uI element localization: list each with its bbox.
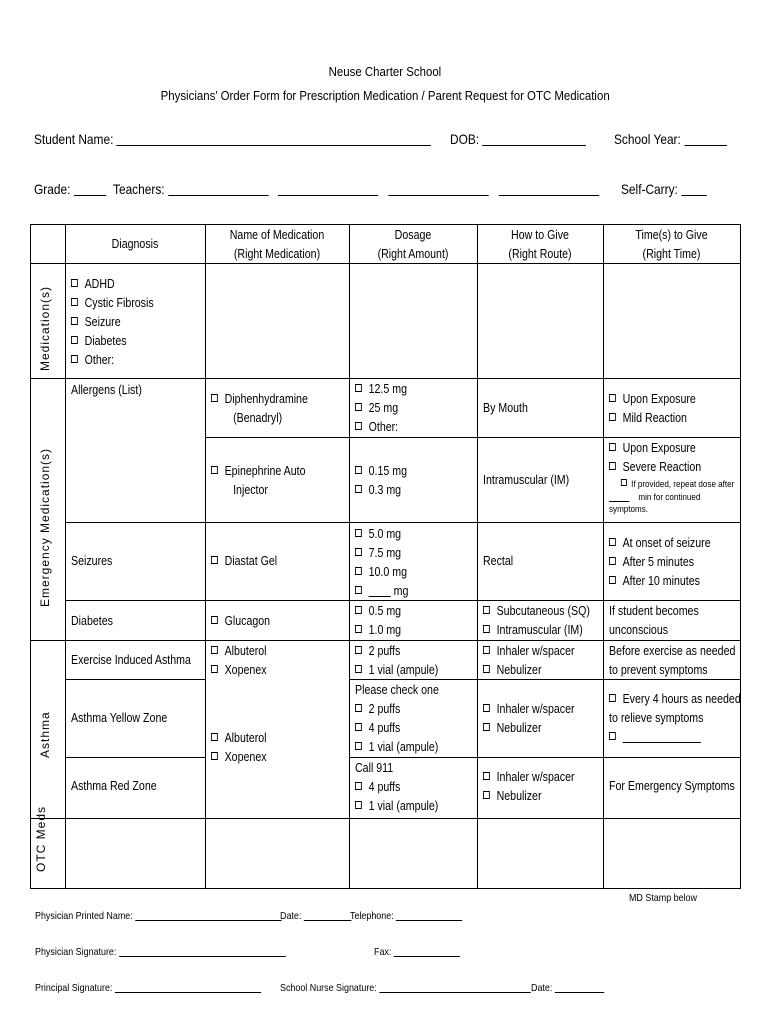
self-carry-label: Self-Carry: bbox=[621, 181, 678, 197]
time-10-min[interactable]: After 10 minutes bbox=[609, 572, 711, 591]
diabetes-diagnosis: Diabetes bbox=[71, 614, 113, 628]
date-field[interactable]: Date: bbox=[280, 908, 351, 922]
repeat-dose-checkbox[interactable]: If provided, repeat dose after bbox=[609, 479, 734, 491]
glucagon-med[interactable]: Glucagon bbox=[211, 612, 270, 631]
nurse-signature-field[interactable]: School Nurse Signature: bbox=[280, 980, 531, 994]
dosage-0-15[interactable]: 0.15 mg bbox=[355, 462, 407, 481]
school-year-field[interactable] bbox=[614, 131, 727, 147]
epinephrine-note: If provided, repeat dose after min for continued symptoms. bbox=[609, 479, 735, 515]
diabetes-dosage bbox=[355, 602, 401, 640]
dosage-other[interactable]: Other: bbox=[355, 418, 407, 437]
diphenhydramine-dosage bbox=[355, 380, 407, 437]
section-asthma: Asthma bbox=[38, 711, 52, 758]
yellow-zone-time: Every 4 hours as needed to relieve symptoms bbox=[609, 690, 741, 747]
physician-signature-field[interactable]: Physician Signature: bbox=[35, 944, 285, 958]
med-xopenex-2[interactable]: Xopenex bbox=[211, 748, 267, 767]
red-zone-diagnosis: Asthma Red Zone bbox=[71, 779, 157, 793]
epinephrine-med[interactable]: Epinephrine Auto Injector bbox=[211, 462, 306, 500]
time-onset[interactable]: At onset of seizure bbox=[609, 534, 711, 553]
dosage-0-3[interactable]: 0.3 mg bbox=[355, 481, 407, 500]
route-nebulizer-yz[interactable]: Nebulizer bbox=[483, 719, 575, 738]
student-name-label: Student Name: bbox=[34, 131, 114, 147]
time-severe-reaction[interactable]: Severe Reaction bbox=[609, 458, 701, 477]
col-time: Time(s) to Give (Right Time) bbox=[635, 228, 708, 261]
med-albuterol[interactable]: Albuterol bbox=[211, 642, 267, 661]
med-albuterol-2[interactable]: Albuterol bbox=[211, 729, 267, 748]
dosage-0-5[interactable]: 0.5 mg bbox=[355, 602, 401, 621]
exercise-asthma-time: Before exercise as needed to prevent symptoms bbox=[609, 644, 736, 677]
medications-diagnosis-list bbox=[71, 275, 154, 370]
date2-field[interactable]: Date: bbox=[531, 980, 604, 994]
form-title: Physicians’ Order Form for Prescription Medication / Parent Request for OTC Medication bbox=[160, 88, 610, 103]
dosage-1-vial-yz[interactable]: 1 vial (ampule) bbox=[355, 738, 439, 757]
dosage-2-puffs-yz[interactable]: 2 puffs bbox=[355, 700, 439, 719]
md-stamp-note: MD Stamp below bbox=[629, 892, 697, 904]
dosage-2-puffs[interactable]: 2 puffs bbox=[355, 642, 438, 661]
yellow-zone-dosage: Please check one 2 puffs 4 puffs 1 vial (ampule) bbox=[355, 681, 439, 757]
time-mild-reaction[interactable]: Mild Reaction bbox=[609, 409, 696, 428]
epinephrine-time bbox=[609, 439, 701, 477]
route-nebulizer-rz[interactable]: Nebulizer bbox=[483, 787, 575, 806]
checkbox-cystic-fibrosis[interactable]: Cystic Fibrosis bbox=[71, 294, 154, 313]
exercise-asthma-dosage bbox=[355, 642, 438, 680]
dosage-10-0[interactable]: 10.0 mg bbox=[355, 563, 408, 582]
dosage-12-5[interactable]: 12.5 mg bbox=[355, 380, 407, 399]
dosage-7-5[interactable]: 7.5 mg bbox=[355, 544, 408, 563]
school-year-label: School Year: bbox=[614, 131, 681, 147]
med-xopenex[interactable]: Xopenex bbox=[211, 661, 267, 680]
teachers-label: Teachers: bbox=[113, 181, 165, 197]
physician-name-field[interactable]: Physician Printed Name: bbox=[35, 908, 281, 922]
time-5-min[interactable]: After 5 minutes bbox=[609, 553, 711, 572]
red-zone-dosage: Call 911 4 puffs 1 vial (ampule) bbox=[355, 759, 438, 816]
dob-field[interactable] bbox=[450, 131, 586, 147]
checkbox-diabetes[interactable]: Diabetes bbox=[71, 332, 154, 351]
asthma-shared-med bbox=[211, 729, 267, 767]
grade-label: Grade: bbox=[34, 181, 71, 197]
seizures-time bbox=[609, 534, 711, 591]
teachers-field[interactable] bbox=[113, 181, 599, 197]
time-custom[interactable] bbox=[609, 728, 741, 747]
section-emergency: Emergency Medication(s) bbox=[38, 447, 52, 607]
dosage-1-vial[interactable]: 1 vial (ampule) bbox=[355, 661, 438, 680]
red-zone-route bbox=[483, 768, 575, 806]
seizures-route: Rectal bbox=[483, 554, 514, 568]
col-diagnosis: Diagnosis bbox=[111, 237, 159, 251]
allergens-diagnosis: Allergens (List) bbox=[71, 383, 142, 397]
school-name: Neuse Charter School bbox=[328, 64, 442, 79]
exercise-asthma-route bbox=[483, 642, 575, 680]
exercise-asthma-diagnosis: Exercise Induced Asthma bbox=[71, 653, 191, 667]
epinephrine-route: Intramuscular (IM) bbox=[483, 473, 570, 487]
diphenhydramine-med[interactable]: Diphenhydramine (Benadryl) bbox=[211, 390, 308, 428]
route-sq[interactable]: Subcutaneous (SQ) bbox=[483, 602, 590, 621]
grade-field[interactable] bbox=[34, 181, 106, 197]
dosage-1-0[interactable]: 1.0 mg bbox=[355, 621, 401, 640]
time-upon-exposure[interactable]: Upon Exposure bbox=[609, 390, 696, 409]
col-dosage: Dosage (Right Amount) bbox=[377, 228, 449, 261]
dosage-custom[interactable]: mg bbox=[355, 582, 408, 601]
route-inhaler-yz[interactable]: Inhaler w/spacer bbox=[483, 700, 575, 719]
time-every-4-hours[interactable]: Every 4 hours as needed bbox=[609, 690, 741, 709]
student-name-field[interactable] bbox=[34, 131, 431, 147]
diphenhydramine-route: By Mouth bbox=[483, 401, 528, 415]
checkbox-adhd[interactable]: ADHD bbox=[71, 275, 154, 294]
dosage-1-vial-rz[interactable]: 1 vial (ampule) bbox=[355, 797, 438, 816]
principal-signature-field[interactable]: Principal Signature: bbox=[35, 980, 261, 994]
section-otc: OTC Meds bbox=[34, 805, 48, 872]
dosage-4-puffs-yz[interactable]: 4 puffs bbox=[355, 719, 439, 738]
exercise-asthma-med bbox=[211, 642, 267, 680]
epinephrine-dosage bbox=[355, 462, 407, 500]
self-carry-field[interactable] bbox=[621, 181, 707, 197]
diabetes-time: If student becomes unconscious bbox=[609, 604, 699, 637]
yellow-zone-route bbox=[483, 700, 575, 738]
seizures-dosage bbox=[355, 525, 408, 601]
time-upon-exposure-2[interactable]: Upon Exposure bbox=[609, 439, 701, 458]
route-nebulizer[interactable]: Nebulizer bbox=[483, 661, 575, 680]
route-im[interactable]: Intramuscular (IM) bbox=[483, 621, 590, 640]
telephone-field[interactable]: Telephone: bbox=[350, 908, 462, 922]
route-inhaler-rz[interactable]: Inhaler w/spacer bbox=[483, 768, 575, 787]
fax-field[interactable]: Fax: bbox=[374, 944, 460, 958]
diastat-med[interactable]: Diastat Gel bbox=[211, 552, 277, 571]
dosage-5-0[interactable]: 5.0 mg bbox=[355, 525, 408, 544]
seizures-diagnosis: Seizures bbox=[71, 554, 113, 568]
dob-label: DOB: bbox=[450, 131, 480, 147]
col-medication: Name of Medication (Right Medication) bbox=[229, 228, 325, 261]
diphenhydramine-time bbox=[609, 390, 696, 428]
checkbox-seizure[interactable]: Seizure bbox=[71, 313, 154, 332]
red-zone-time: For Emergency Symptoms bbox=[609, 779, 735, 793]
yellow-zone-diagnosis: Asthma Yellow Zone bbox=[71, 711, 168, 725]
section-medications: Medication(s) bbox=[38, 285, 52, 371]
dosage-4-puffs-rz[interactable]: 4 puffs bbox=[355, 778, 438, 797]
dosage-25[interactable]: 25 mg bbox=[355, 399, 407, 418]
route-inhaler[interactable]: Inhaler w/spacer bbox=[483, 642, 575, 661]
checkbox-other[interactable]: Other: bbox=[71, 351, 154, 370]
col-route: How to Give (Right Route) bbox=[508, 228, 572, 261]
diabetes-route bbox=[483, 602, 590, 640]
